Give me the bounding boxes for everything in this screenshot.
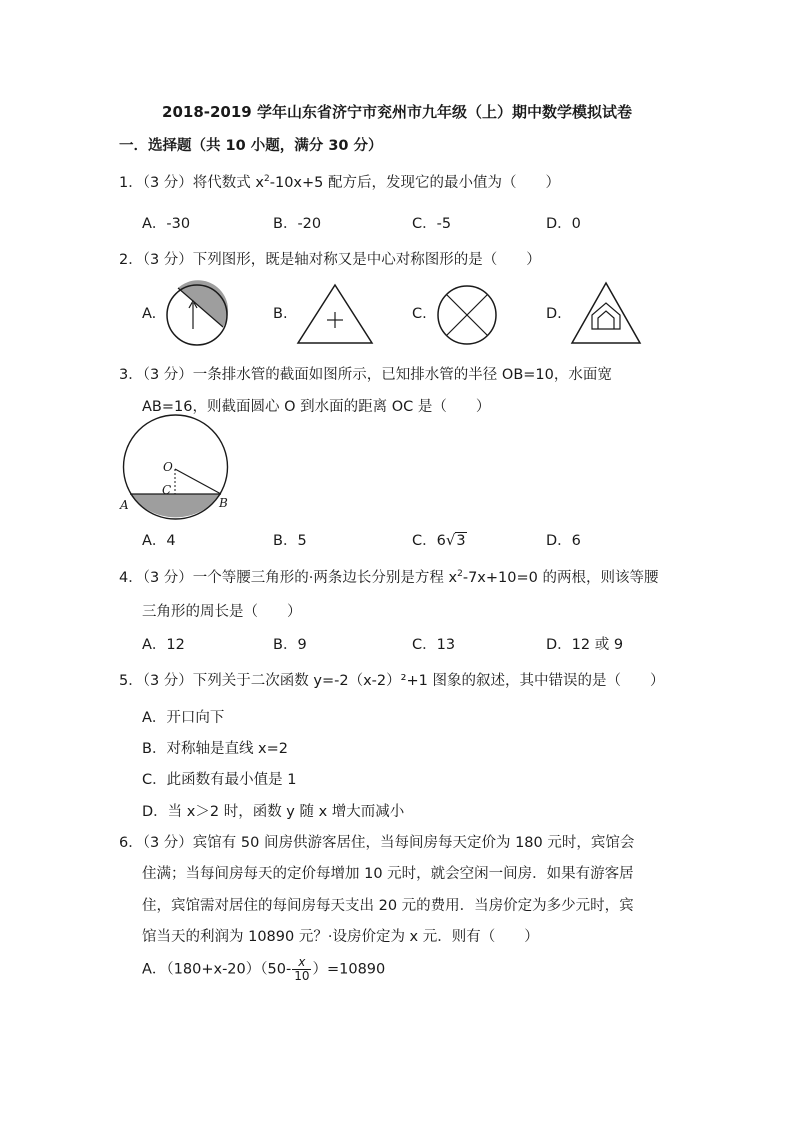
- question-2-figure-b: [296, 283, 374, 345]
- label-c: C: [162, 483, 172, 497]
- question-3-line-2: AB=16，则截面圆心 O 到水面的距离 OC 是（ ）: [142, 399, 491, 415]
- question-2-label-c: C.: [412, 306, 427, 322]
- question-1-option-b: B．-20: [273, 216, 322, 232]
- house-inner-icon: [598, 311, 614, 329]
- question-4-line-1: [119, 566, 658, 587]
- question-1-text-pre: 1．（3 分）将代数式 x: [119, 175, 264, 191]
- question-5-option-b: B．对称轴是直线 x=2: [142, 741, 289, 757]
- question-1: [119, 171, 560, 192]
- question-3-figure: [118, 420, 238, 520]
- house-outer-icon: [592, 303, 620, 329]
- question-2-label-b: B.: [273, 306, 288, 322]
- ob-line: [175, 469, 221, 494]
- question-2-label-a: A.: [142, 306, 157, 322]
- question-3-option-c: [412, 529, 467, 550]
- question-3-option-d: D．6: [546, 533, 581, 549]
- question-2-figure-c: [436, 284, 498, 346]
- question-6-option-a-post: ）=10890: [312, 961, 386, 978]
- page-title: 2018-2019 学年山东省济宁市兖州市九年级（上）期中数学模拟试卷: [162, 103, 632, 121]
- fraction-denominator: 10: [294, 969, 310, 983]
- question-4-text-pre: 4．（3 分）一个等腰三角形的·两条边长分别是方程 x: [119, 570, 458, 586]
- question-1-sup: 2: [264, 174, 270, 185]
- question-3-option-a: A．4: [142, 533, 176, 549]
- question-4-option-c: C．13: [412, 637, 456, 653]
- question-2-figure-d: [570, 281, 642, 345]
- label-o: O: [163, 460, 173, 474]
- question-2-label-d: D.: [546, 306, 562, 322]
- question-3-option-c-text: C．6: [412, 533, 446, 549]
- question-1-option-c: C．-5: [412, 216, 452, 232]
- question-2-figure-a: [165, 283, 229, 347]
- question-6-option-a: [142, 956, 385, 983]
- question-1-option-d: D．0: [546, 216, 581, 232]
- question-6-line-3: 住，宾馆需对居住的每间房每天支出 20 元的费用．当房价定为多少元时，宾: [142, 898, 634, 914]
- question-4-option-a: A．12: [142, 637, 185, 653]
- radical-sign-icon: √: [445, 531, 456, 549]
- label-b: B: [219, 496, 228, 510]
- question-2-text: 2．（3 分）下列图形，既是轴对称又是中心对称图形的是（ ）: [119, 252, 541, 268]
- question-6-line-4: 馆当天的利润为 10890 元？·设房价定为 x 元．则有（ ）: [142, 929, 539, 945]
- label-a: A: [120, 498, 129, 512]
- fraction: [292, 956, 311, 983]
- question-3-line-1: 3．（3 分）一条排水管的截面如图所示，已知排水管的半径 OB=10，水面宽: [119, 367, 612, 383]
- question-6-line-2: 住满；当每间房每天的定价每增加 10 元时，就会空闲一间房．如果有游客居: [142, 866, 634, 882]
- question-3-option-b: B．5: [273, 533, 307, 549]
- question-3-option-c-radicand: 3: [456, 533, 466, 549]
- question-5-option-c: C．此函数有最小值是 1: [142, 772, 297, 788]
- water-segment: [130, 494, 221, 517]
- question-6-line-1: 6．（3 分）宾馆有 50 间房供游客居住，当每间房每天定价为 180 元时，宾馆会: [119, 835, 635, 851]
- question-5-option-a: A．开口向下: [142, 710, 225, 726]
- question-1-option-a: A．-30: [142, 216, 191, 232]
- question-5-option-d: D．当 x＞2 时，函数 y 随 x 增大而减小: [142, 804, 405, 820]
- triangle-shape: [572, 283, 640, 343]
- fraction-numerator: x: [292, 956, 311, 970]
- question-6-option-a-pre: A．（180+x-20）（50-: [142, 961, 292, 978]
- question-4-option-b: B．9: [273, 637, 307, 653]
- question-4-text-post: -7x+10=0 的两根，则该等腰: [462, 570, 659, 586]
- question-5-text: 5．（3 分）下列关于二次函数 y=-2（x-2）²+1 图象的叙述，其中错误的是（ ）: [119, 673, 665, 689]
- section-heading: 一．选择题（共 10 小题，满分 30 分）: [119, 138, 383, 154]
- question-1-text-post: -10x+5 配方后，发现它的最小值为（ ）: [269, 175, 560, 191]
- question-4-line-2: 三角形的周长是（ ）: [142, 604, 302, 620]
- question-4-sup: 2: [457, 569, 463, 580]
- question-4-option-d: D．12 或 9: [546, 637, 624, 653]
